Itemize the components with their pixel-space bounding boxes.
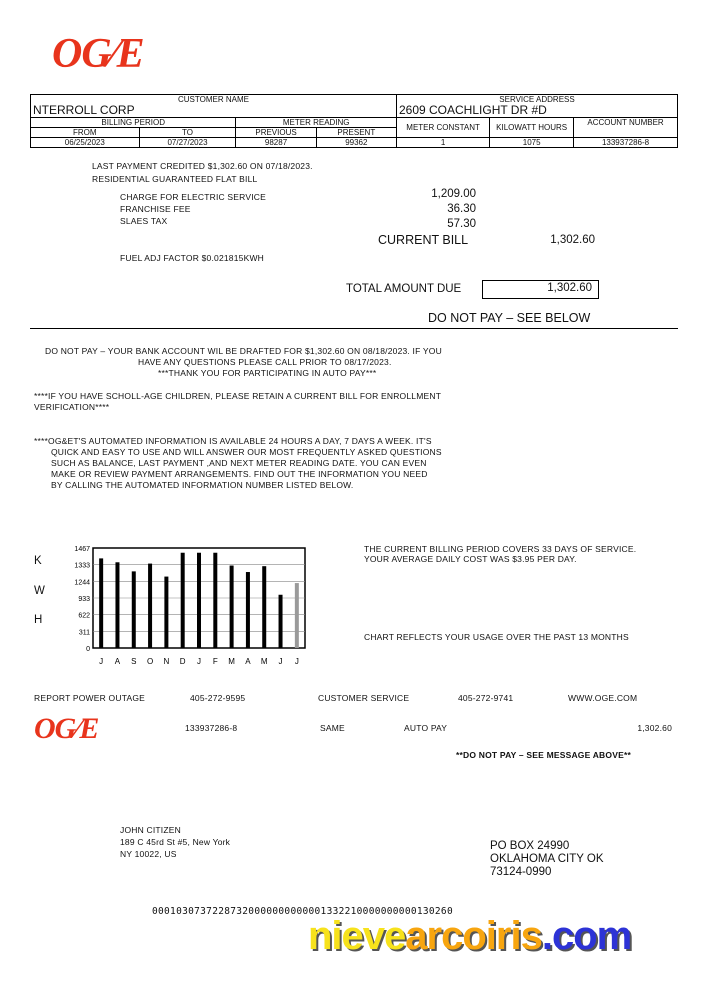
to-label: TO [139,128,236,138]
chart-bar [262,566,266,648]
chart-x-tick: A [245,657,251,666]
stub-notice: **DO NOT PAY – SEE MESSAGE ABOVE** [456,750,631,760]
from-date: 06/25/2023 [31,138,140,148]
stub-same: SAME [320,723,345,733]
chart-x-tick: O [146,657,154,666]
current-bill-value: 1,302.60 [550,234,595,246]
remit-line-1: PO BOX 24990 [490,840,570,852]
chart-bar [148,564,152,648]
remit-line-3: 73124-0990 [490,866,552,878]
chart-bar [115,562,119,648]
chart-bar [132,571,136,648]
outage-label: REPORT POWER OUTAGE [34,693,146,703]
meter-constant: 1 [396,138,489,148]
chart-x-tick: M [260,657,268,666]
autopay-message-3: ***THANK YOU FOR PARTICIPATING IN AUTO PAY*** [158,368,377,378]
chart-x-tick: J [294,657,299,666]
meter-reading-label: METER READING [236,118,397,128]
days-of-service: THE CURRENT BILLING PERIOD COVERS 33 DAYS OF SERVICE. [364,544,637,554]
chart-bar [213,553,217,648]
chart-y-tick: 0 [86,646,90,653]
info-message-4: MAKE OR REVIEW PAYMENT ARRANGEMENTS. FIND OUT THE INFORMATION YOU NEED [51,469,428,479]
autopay-message-1: DO NOT PAY – YOUR BANK ACCOUNT WIL BE DRAFTED FOR $1,302.60 ON 08/18/2023. IF YOU [45,346,442,356]
chart-bar [295,583,299,648]
franchise-value: 36.30 [447,203,476,215]
info-message-2: QUICK AND EASY TO USE AND WILL ANSWER OUR MOST FREQUENTLY ASKED QUESTIONS [51,447,442,457]
chart-y-tick: 1244 [74,579,90,587]
stub-amount: 1,302.60 [637,723,672,733]
school-message-2: VERIFICATION**** [34,402,110,412]
outage-phone[interactable]: 405-272-9595 [190,693,246,703]
remit-line-2: OKLAHOMA CITY OK [490,853,604,865]
fuel-adjustment: FUEL ADJ FACTOR $0.021815KWH [120,253,265,263]
oge-logo-footer: OG⁄E [34,712,99,745]
previous-label: PREVIOUS [236,128,316,138]
from-label: FROM [31,128,140,138]
billing-period-label: BILLING PERIOD [31,118,236,128]
customer-service-phone[interactable]: 405-272-9741 [458,693,514,703]
account-number-label: ACCOUNT NUMBER [574,118,678,138]
total-due-label: TOTAL AMOUNT DUE [346,283,462,295]
school-message-1: ****IF YOU HAVE SCHOLL-AGE CHILDREN, PLEASE RETAIN A CURRENT BILL FOR ENROLLMENT [34,391,442,401]
watermark [308,914,631,959]
do-not-pay-banner: DO NOT PAY – SEE BELOW [428,311,591,325]
customer-name: NTERROLL CORP [31,104,397,118]
chart-x-tick: S [131,657,137,666]
info-message-5: BY CALLING THE AUTOMATED INFORMATION NUMBER LISTED BELOW. [51,480,354,490]
account-header-table [30,94,678,148]
customer-service-label: CUSTOMER SERVICE [318,693,410,703]
watermark-part-a: nieve [308,914,406,958]
chart-x-tick: J [278,657,283,666]
chart-ylabel-k: K [34,555,42,567]
chart-bar [197,553,201,648]
chart-y-tick: 933 [78,596,90,603]
website-link[interactable]: WWW.OGE.COM [568,693,638,703]
chart-ylabel-h: H [34,614,43,626]
present-label: PRESENT [316,128,396,138]
last-payment: LAST PAYMENT CREDITED $1,302.60 ON 07/18/2023. [92,161,313,171]
customer-mail-city: NY 10022, US [120,849,177,859]
chart-bar [246,572,250,648]
stub-account-number: 133937286-8 [185,723,238,733]
charge-label: CHARGE FOR ELECTRIC SERVICE [120,192,266,202]
kilowatt-hours-label: KILOWATT HOURS [490,118,574,138]
chart-x-tick: J [197,657,201,666]
chart-note: CHART REFLECTS YOUR USAGE OVER THE PAST 13 MONTHS [364,632,629,642]
total-due-value: 1,302.60 [547,282,592,294]
chart-x-tick: J [99,657,104,666]
average-daily-cost: YOUR AVERAGE DAILY COST WAS $3.95 PER DAY. [364,554,577,564]
to-date: 07/27/2023 [139,138,236,148]
stub-autopay: AUTO PAY [404,723,448,733]
meter-constant-label: METER CONSTANT [396,118,489,138]
tax-value: 57.30 [447,218,476,230]
previous-reading: 98287 [236,138,316,148]
account-number: 133937286-8 [574,138,678,148]
service-address-label: SERVICE ADDRESS [396,95,677,105]
customer-mail-street: 189 C 45rd St #5, New York [120,837,231,847]
section-divider [30,328,678,329]
customer-name-label: CUSTOMER NAME [31,95,397,105]
franchise-label: FRANCHISE FEE [120,204,191,214]
usage-chart [50,545,310,669]
customer-mail-name: JOHN CITIZEN [120,825,181,835]
info-message-1: ****OG&ET'S AUTOMATED INFORMATION IS AVAILABLE 24 HOURS A DAY, 7 DAYS A WEEK. IT'S [34,436,432,446]
autopay-message-2: HAVE ANY QUESTIONS PLEASE CALL PRIOR TO 08/17/2023. [138,357,392,367]
chart-x-tick: D [179,657,186,666]
chart-y-tick: 311 [78,629,90,637]
chart-x-tick: A [114,657,121,666]
chart-x-tick: M [228,657,235,666]
watermark-part-b: arcoiris [405,914,542,958]
charge-value: 1,209.00 [431,188,476,200]
tax-label: SLAES TAX [120,216,168,226]
watermark-part-c: .com [541,914,632,958]
chart-y-tick: 1333 [74,562,90,570]
chart-y-tick: 1467 [74,546,90,553]
present-reading: 99362 [316,138,396,148]
chart-x-tick: F [212,657,218,666]
oge-logo: OG⁄E [52,31,144,77]
chart-bar [181,553,185,648]
chart-bar [99,558,103,648]
chart-y-tick: 622 [78,612,90,620]
total-due-box [482,280,599,299]
service-address: 2609 COACHLIGHT DR #D [396,104,677,118]
kilowatt-hours: 1075 [490,138,574,148]
chart-bar [164,577,168,648]
chart-x-tick: N [163,657,170,666]
chart-bar [230,566,234,648]
plan-type: RESIDENTIAL GUARANTEED FLAT BILL [92,174,258,184]
ocr-scan-line: 00010307372287320000000000001332210000000000130260 [152,906,453,917]
current-bill-label: CURRENT BILL [378,233,469,247]
chart-ylabel-w: W [34,585,45,597]
info-message-3: SUCH AS BALANCE, LAST PAYMENT ,AND NEXT METER READING DATE. YOU CAN EVEN [51,458,427,468]
chart-bar [279,595,283,648]
